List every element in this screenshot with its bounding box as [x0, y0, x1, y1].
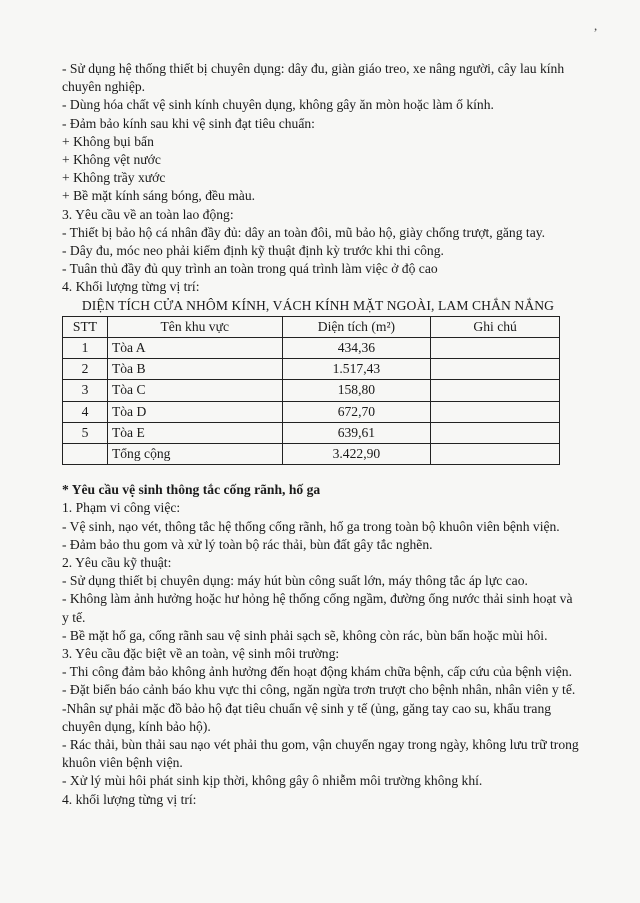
text-line: - Vệ sinh, nạo vét, thông tắc hệ thống cống rãnh, hố ga trong toàn bộ khuôn viên bệnh viện.: [62, 518, 560, 534]
text-line: - Bề mặt hố ga, cống rãnh sau vệ sinh phải sạch sẽ, không còn rác, bùn bẩn hoặc mùi hôi.: [62, 627, 548, 643]
text-line: -Nhân sự phải mặc đồ bảo hộ đạt tiêu chuẩn vệ sinh y tế (ủng, găng tay cao su, khẩu trang chuyên dụng, kính bảo hộ).: [62, 700, 552, 734]
cell-area-name: Tòa B: [107, 359, 282, 380]
table-header-row: [63, 316, 560, 337]
section-glass: [62, 60, 582, 297]
cell-area-size: 158,80: [282, 380, 431, 401]
table-row: [63, 401, 560, 422]
cell-note: [431, 338, 560, 359]
header-area-size: Diện tích (m²): [282, 316, 431, 337]
text-line: 1. Phạm vi công việc:: [62, 500, 181, 516]
text-line: - Sử dụng hệ thống thiết bị chuyên dụng: dây đu, giàn giáo treo, xe nâng người, cây lau kính chuyên nghiệp.: [62, 61, 565, 95]
table-total-row: [63, 443, 560, 464]
text-line: - Rác thải, bùn thải sau nạo vét phải thu gom, vận chuyển ngay trong ngày, không lưu trữ trong khuôn viên bệnh viện.: [62, 737, 579, 771]
cell-stt: 4: [63, 401, 108, 422]
text-line: - Dây đu, móc neo phải kiểm định kỹ thuật định kỳ trước khi thi công.: [62, 243, 444, 259]
cell-area-name: Tòa D: [107, 401, 282, 422]
header-stt: STT: [63, 316, 108, 337]
cell-stt: 3: [63, 380, 108, 401]
section-heading: * Yêu cầu vệ sinh thông tắc cống rãnh, hố ga: [62, 482, 321, 498]
table-row: [63, 422, 560, 443]
cell-total-area: 3.422,90: [282, 443, 431, 464]
text-line: + Không bụi bẩn: [62, 133, 154, 149]
section-drain: [62, 481, 582, 809]
text-line: - Đảm bảo kính sau khi vệ sinh đạt tiêu chuẩn:: [62, 115, 315, 131]
text-line: - Tuân thủ đầy đủ quy trình an toàn trong quá trình làm việc ở độ cao: [62, 261, 438, 277]
table-row: [63, 380, 560, 401]
text-line: 3. Yêu cầu đặc biệt về an toàn, vệ sinh môi trường:: [62, 645, 340, 661]
cell-stt: 5: [63, 422, 108, 443]
cell-stt: 2: [63, 359, 108, 380]
cell-area-size: 1.517,43: [282, 359, 431, 380]
text-line: 4. Khối lượng từng vị trí:: [62, 279, 200, 295]
cell-note: [431, 422, 560, 443]
cell-stt: [63, 443, 108, 464]
text-line: + Bề mặt kính sáng bóng, đều màu.: [62, 188, 256, 204]
cell-total-label: Tổng cộng: [107, 443, 282, 464]
cell-area-name: Tòa E: [107, 422, 282, 443]
cell-area-size: 639,61: [282, 422, 431, 443]
text-line: 4. khối lượng từng vị trí:: [62, 791, 197, 807]
text-line: - Thiết bị bảo hộ cá nhân đầy đủ: dây an toàn đôi, mũ bảo hộ, giày chống trượt, găng tay.: [62, 224, 546, 240]
header-area-name: Tên khu vực: [107, 316, 282, 337]
text-line: + Không vệt nước: [62, 152, 161, 168]
text-line: - Đặt biển báo cảnh báo khu vực thi công, ngăn ngừa trơn trượt cho bệnh nhân, nhân viên y tế.: [62, 682, 576, 698]
text-line: - Thi công đảm bảo không ảnh hưởng đến hoạt động khám chữa bệnh, cấp cứu của bệnh viện.: [62, 664, 572, 680]
cell-stt: 1: [63, 338, 108, 359]
text-line: - Dùng hóa chất vệ sinh kính chuyên dụng, không gây ăn mòn hoặc làm ố kính.: [62, 97, 494, 113]
cell-area-name: Tòa C: [107, 380, 282, 401]
table-row: [63, 359, 560, 380]
table-title: DIỆN TÍCH CỬA NHÔM KÍNH, VÁCH KÍNH MẶT NGOÀI, LAM CHẮN NẮNG: [81, 297, 555, 313]
cell-area-size: 672,70: [282, 401, 431, 422]
text-line: - Không làm ảnh hưởng hoặc hư hỏng hệ thống cống ngầm, đường ống nước thải sinh hoạt và y tế.: [62, 591, 573, 625]
text-line: 2. Yêu cầu kỹ thuật:: [62, 554, 172, 570]
page-mark: ,: [594, 18, 598, 33]
cell-note: [431, 380, 560, 401]
text-line: + Không trầy xước: [62, 170, 166, 186]
header-note: Ghi chú: [431, 316, 560, 337]
text-line: - Đảm bảo thu gom và xử lý toàn bộ rác thải, bùn đất gây tắc nghẽn.: [62, 536, 433, 552]
cell-note: [431, 401, 560, 422]
cell-note: [431, 443, 560, 464]
cell-area-name: Tòa A: [107, 338, 282, 359]
cell-area-size: 434,36: [282, 338, 431, 359]
text-line: - Sử dụng thiết bị chuyên dụng: máy hút bùn công suất lớn, máy thông tắc áp lực cao.: [62, 573, 528, 589]
document-body: [62, 60, 582, 809]
text-line: 3. Yêu cầu về an toàn lao động:: [62, 206, 234, 222]
area-table: [62, 316, 560, 465]
cell-note: [431, 359, 560, 380]
text-line: - Xử lý mùi hôi phát sinh kịp thời, không gây ô nhiễm môi trường không khí.: [62, 773, 483, 789]
table-row: [63, 338, 560, 359]
